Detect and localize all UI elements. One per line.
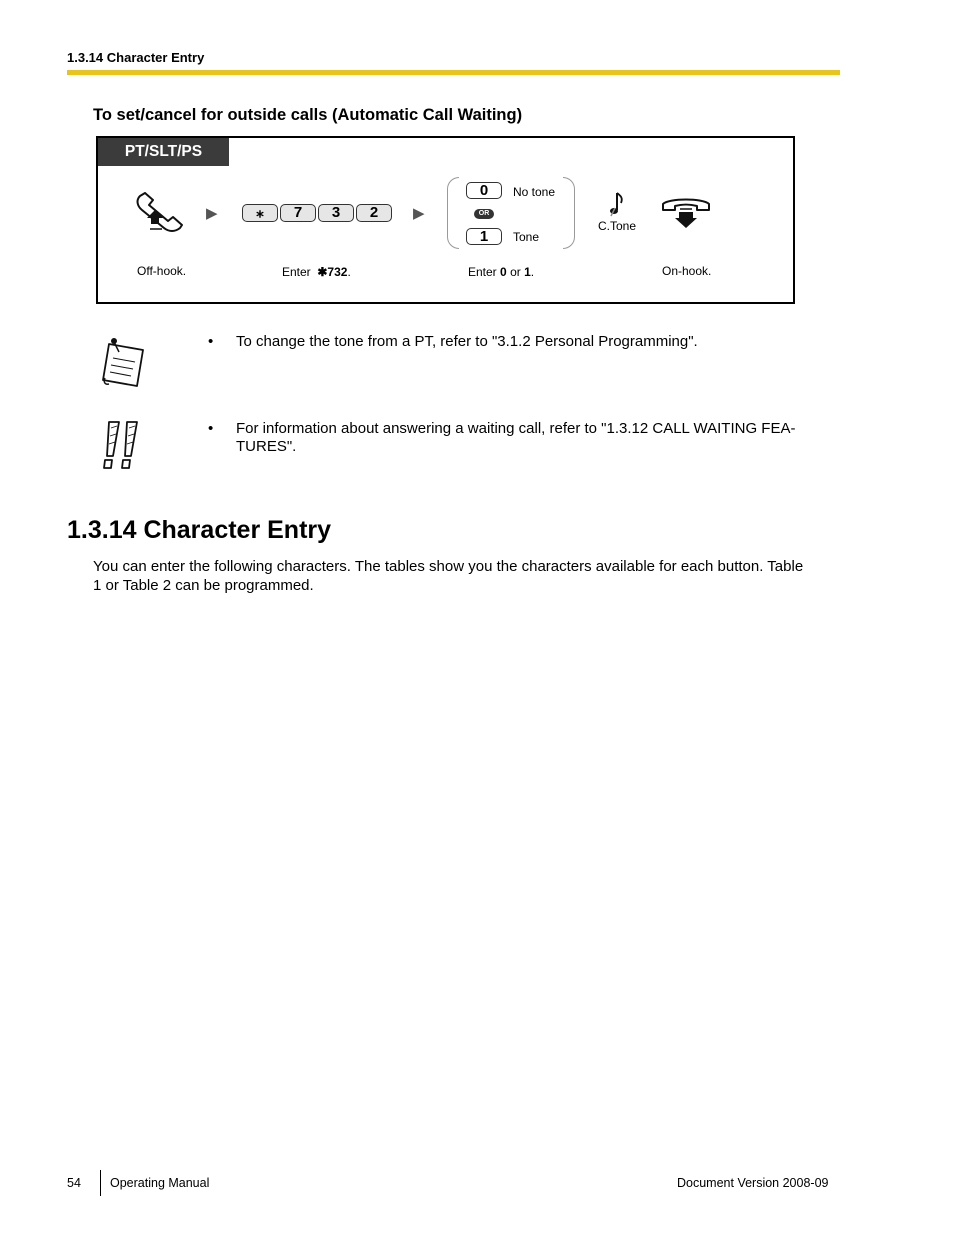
- option-label-no-tone: No tone: [513, 185, 556, 199]
- footer-doc-version: Document Version 2008-09: [677, 1176, 829, 1190]
- note-text-tone: To change the tone from a PT, refer to "3.1.2 Personal Programming".: [236, 333, 698, 350]
- section-paragraph-line2: 1 or Table 2 can be programmed.: [93, 577, 314, 594]
- note-bullet: •: [208, 333, 214, 350]
- option-label-tone: Tone: [513, 230, 540, 244]
- note-text-call-waiting-line2: TURES".: [236, 438, 297, 455]
- step-arrow: ▶: [206, 205, 218, 222]
- note-text-call-waiting-line1: For information about answering a waiting call, refer to "1.3.12 CALL WAITING FEA-: [236, 420, 796, 437]
- memo-note-icon: [99, 334, 147, 390]
- page-number: 54: [67, 1176, 81, 1190]
- section-title: 1.3.14 Character Entry: [67, 516, 332, 544]
- key-3: 3: [318, 204, 354, 222]
- note-bullet: •: [208, 420, 214, 437]
- caption-enter-code: Enter ✱732.: [282, 265, 351, 279]
- star-key: ⁎: [242, 204, 278, 222]
- tone-label: C.Tone: [598, 219, 637, 233]
- key-2: 2: [356, 204, 392, 222]
- procedure-heading: To set/cancel for outside calls (Automatic Call Waiting): [93, 106, 523, 124]
- running-header: 1.3.14 Character Entry: [67, 50, 205, 65]
- footer-manual-title: Operating Manual: [110, 1176, 210, 1190]
- caption-off-hook: Off-hook.: [137, 264, 187, 278]
- mode-tab: PT/SLT/PS: [98, 138, 229, 166]
- attention-exclamation-icon: [101, 420, 141, 474]
- key-1: 1: [466, 228, 502, 245]
- key-0: 0: [466, 182, 502, 199]
- or-badge: OR: [474, 209, 494, 219]
- off-hook-handset-icon: [134, 192, 186, 234]
- on-hook-handset-icon: [659, 196, 713, 230]
- caption-enter-option: Enter 0 or 1.: [468, 265, 535, 279]
- confirmation-tone-note-icon: [607, 190, 627, 218]
- option-bracket-left: [447, 177, 459, 249]
- key-7: 7: [280, 204, 316, 222]
- option-bracket-right: [563, 177, 575, 249]
- footer-divider: [100, 1170, 101, 1196]
- caption-on-hook: On-hook.: [662, 264, 712, 278]
- section-paragraph-line1: You can enter the following characters. The tables show you the characters available for each button. Table: [93, 558, 804, 575]
- header-rule: [67, 70, 840, 75]
- step-arrow: ▶: [413, 205, 425, 222]
